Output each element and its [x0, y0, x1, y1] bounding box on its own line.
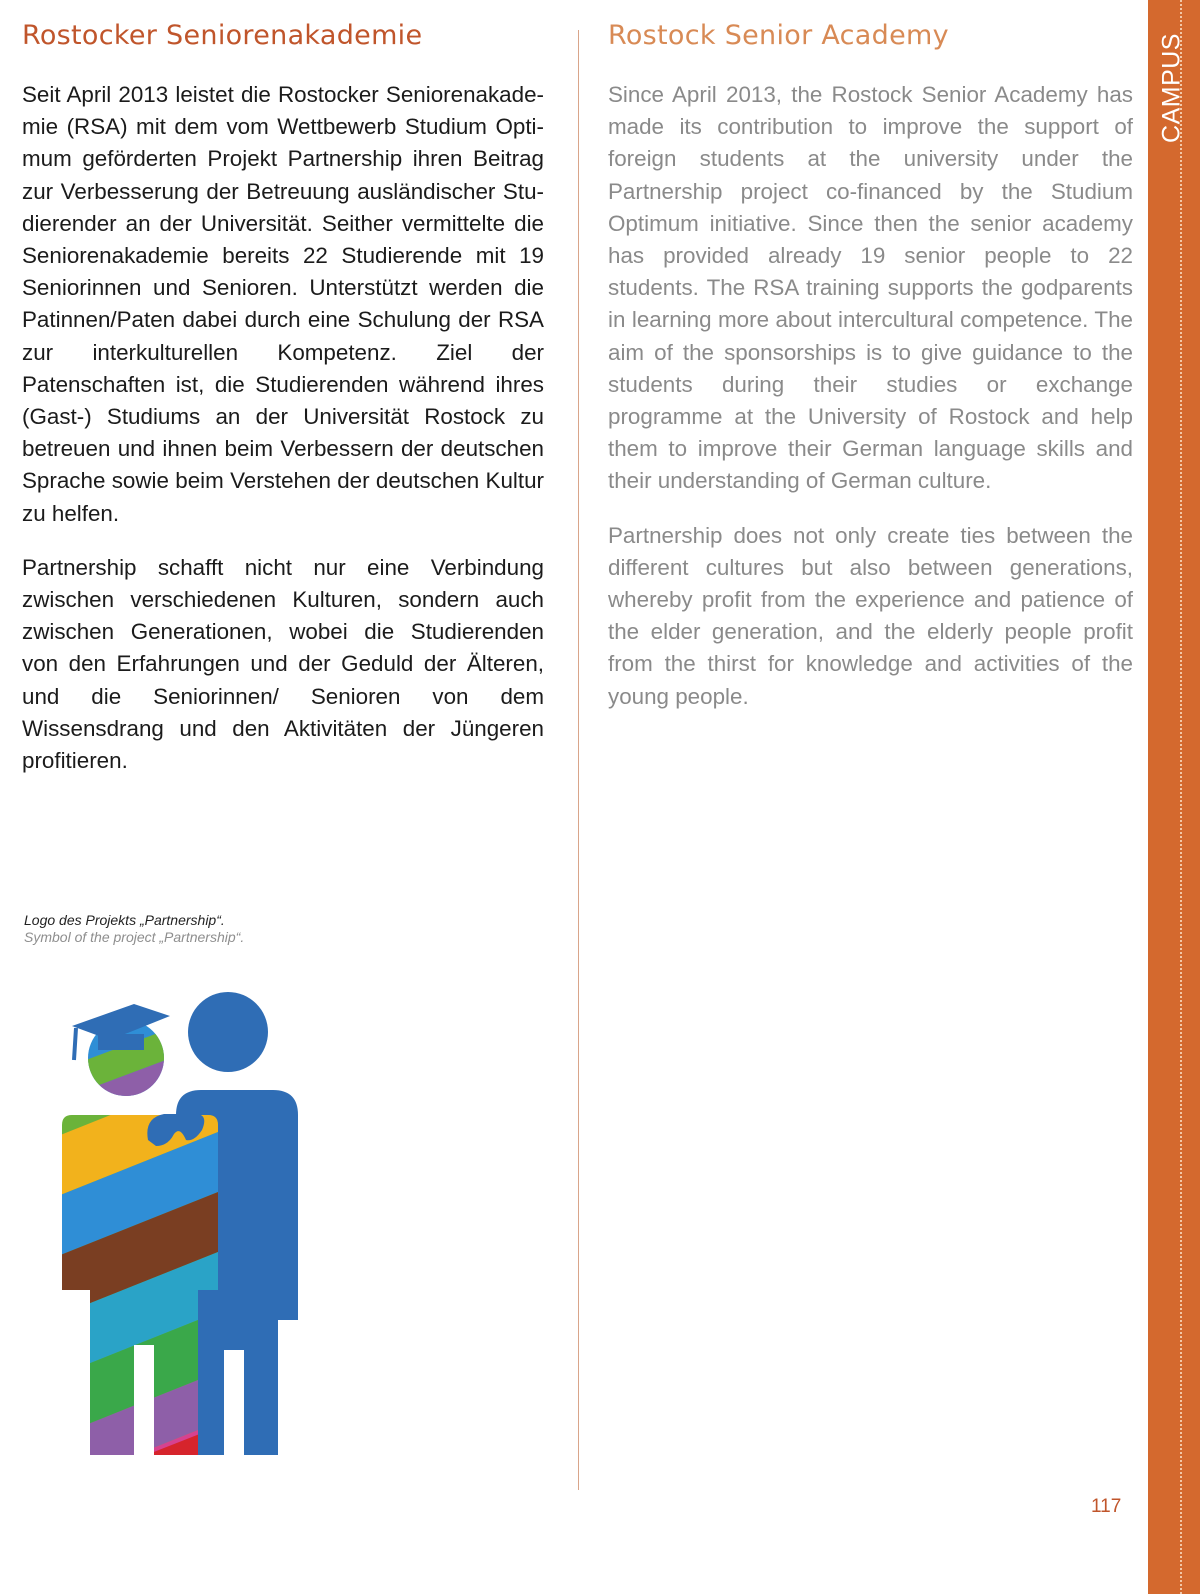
german-heading: Rostocker Seniorenakademie — [22, 20, 423, 51]
english-column — [608, 20, 1133, 735]
english-paragraph-2: Partnership does not only create ties between the different cultures but also between generations, whereby profit from the experience and patience of the elder generation, and the elderly people profit from the thirst for knowledge and activities of the young people. — [608, 522, 1133, 709]
partnership-logo-icon — [48, 990, 318, 1460]
english-paragraph-1: Since April 2013, the Rostock Senior Academy has made its contribution to improve the support of foreign students at the university under the Partnership project co-financed by the Studium Optimum initiative. Since then the senior academy has provided already 19 senior people to 22 students. The RSA training supports the godparents in learning more about intercultural competence. The aim of the sponsorships is to give guidance to the students during their studies or exchange programme at the University of Rostock and help them to improve their German language skills and their understanding of German culture. — [608, 82, 1133, 494]
page-number: 117 — [1091, 1496, 1122, 1517]
caption-german: Logo des Projekts „Partnership“. — [24, 912, 225, 928]
side-tab-dotted-edge — [1180, 0, 1182, 1594]
caption-english: Symbol of the project „Partnership“. — [24, 929, 245, 945]
german-paragraph-2: Partnership schafft nicht nur eine Verbindung zwischen verschiedenen Kulturen, sondern auch zwischen Generationen, wobei die Studierenden von den Erfahrungen und der Geduld der Älteren, und die Seniorinnen/ Senioren von dem Wissensdrang und den Aktivitäten der Jüngeren profitieren. — [22, 554, 544, 774]
logo-caption — [24, 912, 354, 946]
column-divider — [578, 30, 579, 1490]
side-tab-label: CAMPUS — [1157, 33, 1186, 143]
english-heading: Rostock Senior Academy — [608, 20, 949, 51]
campus-side-tab — [1148, 0, 1200, 1594]
german-column — [22, 20, 544, 799]
german-paragraph-1: Seit April 2013 leistet die Rostocker Seniorenakademie (RSA) mit dem vom Wettbewerb Studium Optimum geförderten Projekt Partnership ihren Beitrag zur Verbesserung der Betreuung ausländischer Studierender an der Universität. Seither vermittelte die Seniorenakademie bereits 22 Studierende mit 19 Seniorinnen und Senioren. Unterstützt werden die Patinnen/Paten dabei durch eine Schulung der RSA zur interkulturellen Kompetenz. Ziel der Patenschaften ist, die Studierenden während ihres (Gast-) Studiums an der Universität Rostock zu betreuen und ihnen beim Verbessern der deutschen Sprache sowie beim Verstehen der deutschen Kultur zu helfen. — [22, 82, 544, 526]
